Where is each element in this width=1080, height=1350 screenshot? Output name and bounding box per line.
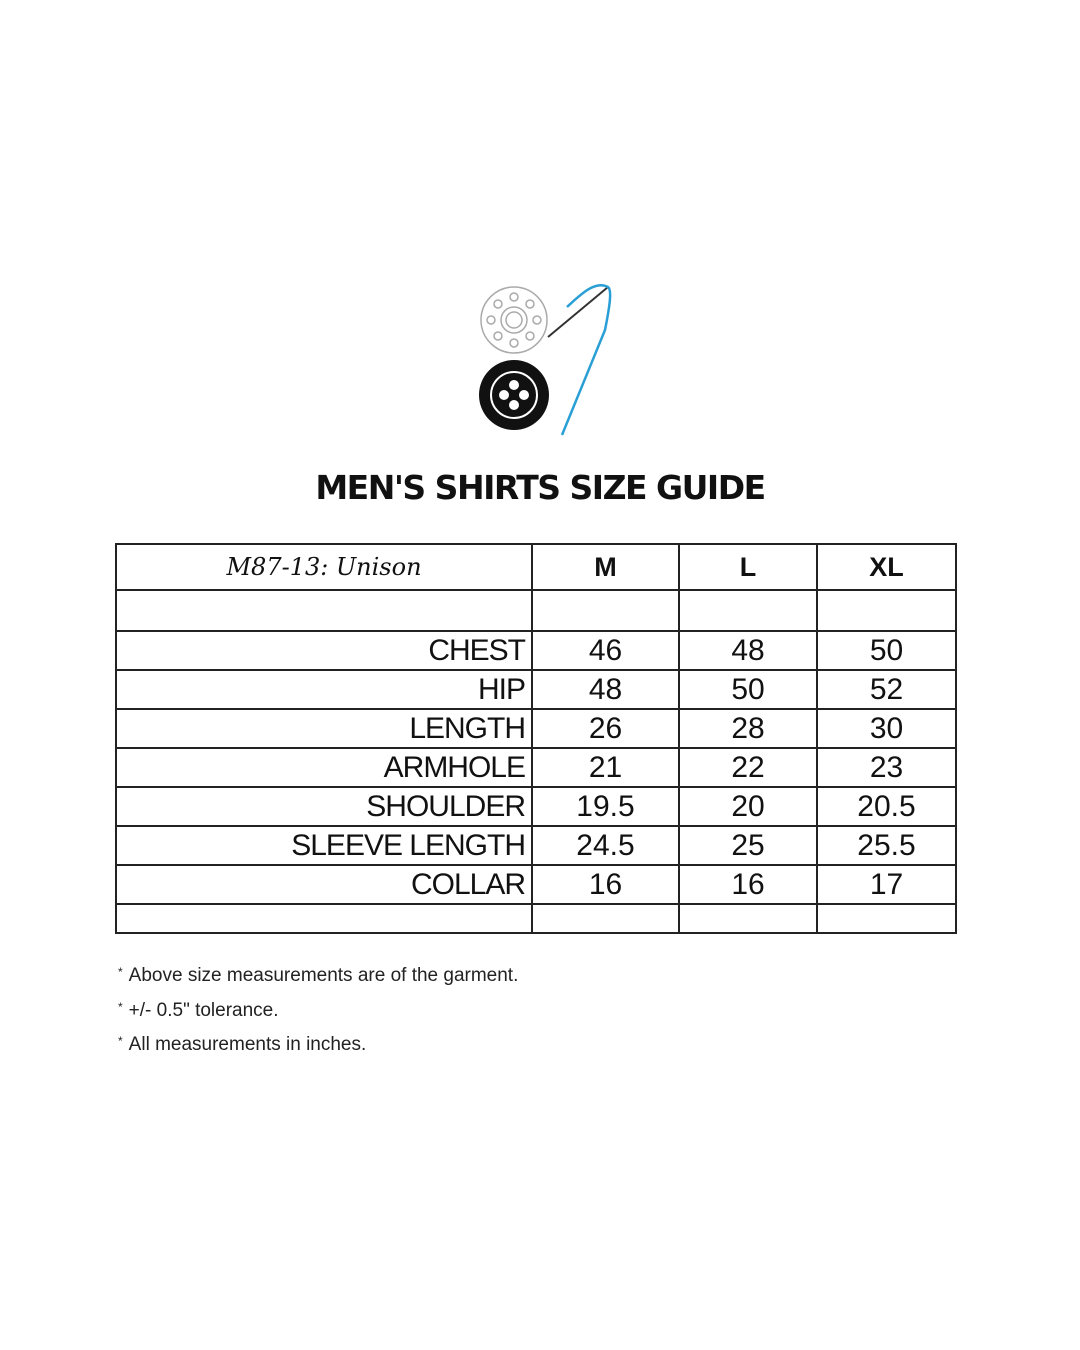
cell: 52 — [817, 670, 956, 709]
style-code: M87-13: Unison — [116, 544, 532, 590]
footnote-star: * — [118, 1000, 123, 1014]
cell: 21 — [532, 748, 679, 787]
cell: 50 — [817, 631, 956, 670]
cell: 25 — [679, 826, 817, 865]
cell: 50 — [679, 670, 817, 709]
table-row — [116, 865, 956, 904]
table-row — [116, 670, 956, 709]
cell: 16 — [532, 865, 679, 904]
footnote-text: All measurements in inches. — [128, 1034, 367, 1055]
thread-icon — [562, 285, 610, 435]
table-row — [116, 748, 956, 787]
spool-button-needle-logo — [470, 275, 620, 440]
footnote — [118, 1034, 366, 1056]
table-header-row — [116, 544, 956, 590]
row-label: ARMHOLE — [116, 748, 532, 787]
cell: 23 — [817, 748, 956, 787]
row-label: CHEST — [116, 631, 532, 670]
row-label: SLEEVE LENGTH — [116, 826, 532, 865]
button-icon — [479, 360, 549, 430]
footnote-star: * — [118, 965, 123, 979]
size-header-m: M — [532, 544, 679, 590]
table-row — [116, 631, 956, 670]
cell: 30 — [817, 709, 956, 748]
cell: 24.5 — [532, 826, 679, 865]
footnote-star: * — [118, 1034, 123, 1048]
row-label: COLLAR — [116, 865, 532, 904]
cell: 20 — [679, 787, 817, 826]
spool-icon — [481, 287, 547, 353]
page-title: MEN'S SHIRTS SIZE GUIDE — [315, 468, 765, 507]
cell: 48 — [532, 670, 679, 709]
cell: 26 — [532, 709, 679, 748]
size-table — [115, 543, 957, 934]
row-label: LENGTH — [116, 709, 532, 748]
row-label: SHOULDER — [116, 787, 532, 826]
table-row — [116, 787, 956, 826]
cell: 19.5 — [532, 787, 679, 826]
table-blank-row — [116, 590, 956, 631]
row-label: HIP — [116, 670, 532, 709]
cell: 48 — [679, 631, 817, 670]
cell: 22 — [679, 748, 817, 787]
cell: 46 — [532, 631, 679, 670]
table-blank-row — [116, 904, 956, 933]
cell: 25.5 — [817, 826, 956, 865]
table-row — [116, 709, 956, 748]
table-row — [116, 826, 956, 865]
size-header-l: L — [679, 544, 817, 590]
footnote-text: Above size measurements are of the garment. — [128, 965, 519, 986]
cell: 17 — [817, 865, 956, 904]
footnote — [118, 1000, 279, 1022]
footnote-text: +/- 0.5" tolerance. — [128, 1000, 279, 1021]
cell: 20.5 — [817, 787, 956, 826]
cell: 16 — [679, 865, 817, 904]
needle-icon — [548, 287, 608, 337]
footnote — [118, 965, 518, 987]
cell: 28 — [679, 709, 817, 748]
size-header-xl: XL — [817, 544, 956, 590]
